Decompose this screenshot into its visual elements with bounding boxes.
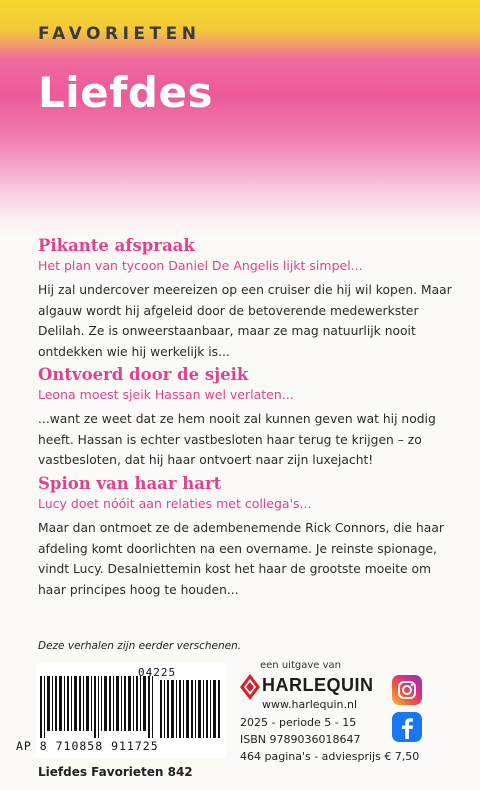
publisher-url: www.harlequin.nl — [262, 698, 358, 711]
isbn-info: ISBN 9789036018647 — [240, 733, 361, 746]
story-1 — [38, 236, 458, 362]
story-title: Pikante afspraak — [38, 236, 195, 255]
series-label: FAVORIETEN — [38, 24, 201, 44]
story-3 — [38, 474, 458, 600]
story-body: ...want ze weet dat ze hem nooit zal kunnen geven wat hij nodig heeft. Hassan is echter vastbesloten haar terug te krijgen – zo vastbesloten, dat hij haar ontvoert naar zijn luxejacht! — [38, 412, 436, 467]
publisher-name: HARLEQUIN — [262, 675, 374, 695]
story-body: Maar dan ontmoet ze de adembenemende Rick Connors, die haar afdeling komt doorlichten na een overname. Je reinste spionage, vindt Lucy. Desalniettemin kost het haar de grootste moeite om haar principes hoog te houden... — [38, 521, 444, 597]
publisher-intro: een uitgave van — [260, 660, 341, 671]
series-code: Liefdes Favorieten 842 — [38, 765, 193, 779]
instagram-icon — [392, 675, 422, 705]
harlequin-diamond-icon — [238, 672, 262, 702]
story-title: Ontvoerd door de sjeik — [38, 365, 249, 384]
story-tagline: Lucy doet nóóit aan relaties met collega's... — [38, 496, 312, 511]
barcode-number: AP 8 710858 911725 — [16, 739, 159, 753]
pages-price-info: 464 pagina's - adviesprijs € 7,50 — [240, 750, 420, 763]
story-title: Spion van haar hart — [38, 474, 222, 493]
story-2 — [38, 365, 458, 471]
cover-title: Liefdes — [38, 68, 213, 117]
barcode-icon — [36, 666, 226, 738]
period-info: 2025 - periode 5 - 15 — [240, 716, 357, 729]
story-body: Hij zal undercover meereizen op een cruiser die hij wil kopen. Maar algauw wordt hij afgeleid door de betoverende medewerkster Delilah. Ze is onweerstaanbaar, maar ze mag natuurlijk nooit ontdekken wie hij werkelijk is... — [38, 283, 452, 359]
story-tagline: Leona moest sjeik Hassan wel verlaten... — [38, 387, 294, 402]
facebook-icon — [392, 712, 422, 742]
reprint-note: Deze verhalen zijn eerder verschenen. — [38, 640, 242, 652]
barcode-supplement-number: 04225 — [138, 666, 177, 679]
story-tagline: Het plan van tycoon Daniel De Angelis lijkt simpel... — [38, 258, 363, 273]
